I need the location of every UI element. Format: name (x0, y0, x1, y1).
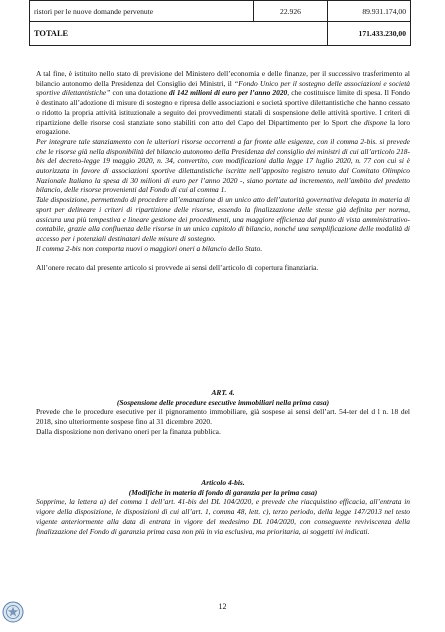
article-4-title: ART. 4. (211, 388, 235, 397)
article-4-body: Prevede che le procedure esecutive per il pignoramento immobiliare, già sospese ai sensi dell’art. 54-ter del d l n. 18 del 2018, sino ulteriormente sospese fino al 31 dicembre 2020. (36, 407, 410, 427)
article-4-note: Dalla disposizione non derivano oneri per la finanza pubblica. (36, 426, 221, 436)
fund-name: “Fondo Unico per il sostegno delle associazioni e società sportive dilettantistiche” (36, 78, 410, 98)
paragraph-disposizione: Tale disposizione, permettendo di procedere all’emanazione di un unico atto dell’autorità governativa delegata in materia di sport per delineare i criteri di ripartizione delle risorse, essendo la finalizzazione delle stesse già definita per norma, assicura una più tempestiva e lineare gestione dei procedimenti, una maggiore efficienza dal punto di vista amministrativo-contabile, grazie alla confluenza delle risorse in un unico capitolo di bilancio, nonché una semplificazione delle modalità di accesso per i potenziali destinatari delle misure di sostegno. (36, 195, 410, 243)
article-4bis-body: Sopprime, la lettera a) del comma 1 dell’art. 41-bis del DL 104/2020, e prevede che riacquistino efficacia, all’entrata in vigore della disposizione, le disposizioni di cui all’art. 1, comma 48, lett. c), terzo periodo, della legge 147/2013 nel testo vigente anteriormente alla data di entrata in vigore del medesimo DL 104/2020, con conseguente reviviscenza della finalizzazione del Fondo di garanzia prima casa non più in via esclusiva, ma prioritaria, ai soggetti ivi indicati. (36, 497, 410, 536)
table-cell-label: ristori per le nuove domande pervenute (30, 1, 254, 22)
fund-amount: di 142 milioni di euro per l’anno 2020 (169, 88, 288, 98)
text-run: con una dotazione (110, 88, 170, 98)
funding-table (29, 0, 411, 46)
state-emblem-icon (2, 601, 24, 623)
paragraph-fund (36, 69, 410, 137)
paragraph-no-oneri: Il comma 2-bis non comporta nuovi o maggiori oneri a bilancio dello Stato. (36, 243, 263, 253)
article-4 (36, 388, 410, 437)
text-run: la loro erogazione. (36, 117, 410, 137)
text-run-italic: dispone (363, 117, 388, 127)
table-total-row (30, 22, 411, 46)
article-4bis-title: Articolo 4-bis. (201, 478, 245, 487)
text-run: A tal fine, è istituito nello stato di previsione del Ministero dell’economia e delle finanze, per il successivo trasferimento al bilancio autonomo della Presidenza del Consiglio dei Ministri, il (36, 69, 410, 88)
paragraph-copertura: All’onere recato dal presente articolo si provvede ai sensi dell’articolo di copertura finanziaria. (36, 263, 319, 273)
article-4bis-subtitle: (Modifiche in materia di fondo di garanzia per la prima casa) (128, 487, 318, 497)
table-cell-number: 22.926 (254, 1, 328, 22)
article-4-subtitle: (Sospensione delle procedure esecutive immobiliari nella prima casa) (116, 397, 330, 407)
text-run: , che costituisce limite di spesa. Il Fondo è destinato all’adozione di misure di sostegno e ripresa delle associazioni e società sportive dilettantistiche che hanno cessato o ridotto la propria attività istituzionale a seguito dei provvedimenti statali di sospensione delle attività sportive. I criteri di ripartizione delle risorse così stanziate sono stabiliti con atto del Capo del Dipartimento per lo Sport che (36, 88, 410, 127)
total-amount: 171.433.230,00 (328, 22, 411, 46)
body-text (36, 69, 410, 273)
table-row (30, 1, 411, 22)
total-label: TOTALE (30, 22, 328, 46)
article-4bis (36, 478, 410, 536)
page-number: 12 (218, 602, 227, 611)
table-cell-amount: 89.931.174,00 (328, 1, 411, 22)
paragraph-comma-2bis: Per integrare tale stanziamento con le ulteriori risorse occorrenti a far fronte alle esigenze, con il comma 2-bis. si prevede che le risorse già nella disponibilità del bilancio autonomo della Presidenza del consiglio dei ministri di cui all’articolo 218-bis del decreto-legge 19 maggio 2020, n. 34, convertito, con modificazioni dalla legge 17 luglio 2020, n. 77 con cui si è autorizzata in favore di associazioni sportive dilettantistiche iscritte nell’apposito registro tenuto dal Comitato Olimpico Nazionale Italiano la spesa di 30 milioni di euro per l’anno 2020 -, siano portate ad incremento, nell’ambito del predetto bilancio, delle risorse provenienti dal Fondo di cui al comma 1. (36, 136, 410, 195)
